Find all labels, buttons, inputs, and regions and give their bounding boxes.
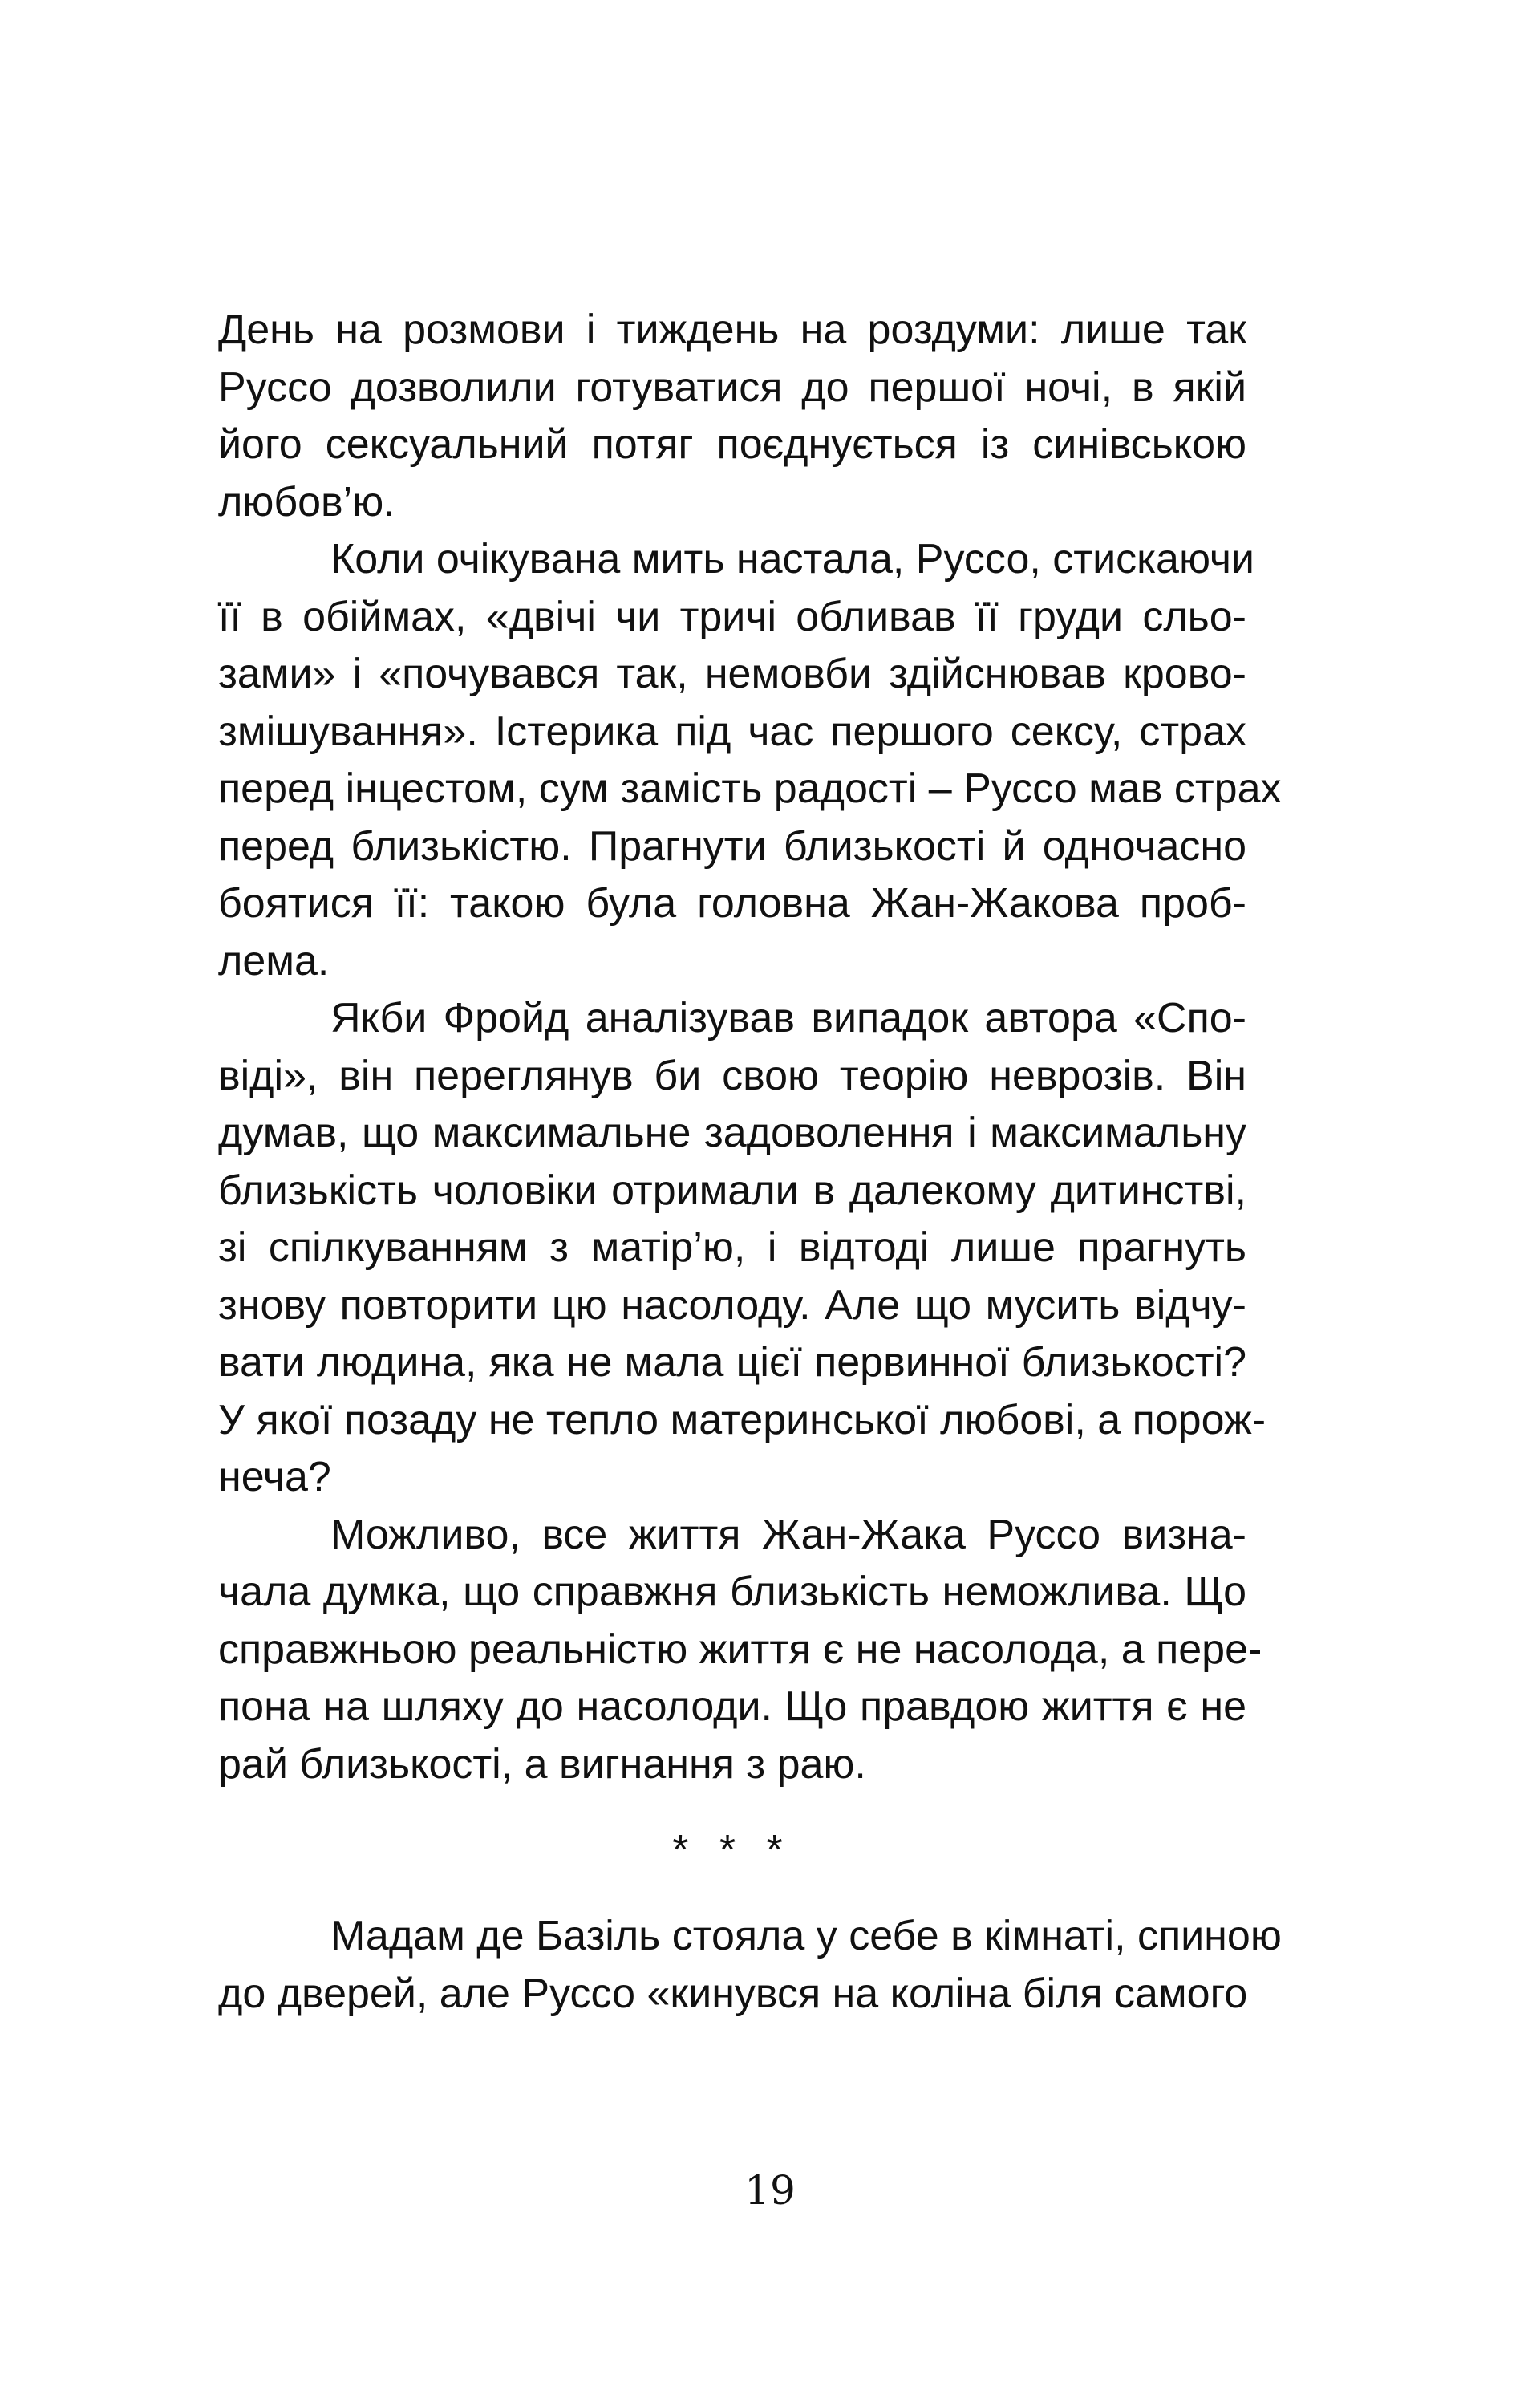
text-line: У якої позаду не тепло материнської любові, а порож- [218, 1396, 1266, 1443]
text-line: боятися її: такою була головна Жан-Жакова проб- [218, 880, 1246, 927]
text-line: перед інцестом, сум замість радості – Руссо мав страх [218, 765, 1282, 812]
paragraph-first-line: Мадам де Базіль стояла у себе в кімнаті, спиною [330, 1913, 1282, 1959]
text-line: рай близькості, а вигнання з раю. [218, 1740, 866, 1788]
text-line: її в обіймах, «двічі чи тричі обливав її груди сльо- [218, 593, 1246, 640]
paragraph-first-line: Якби Фройд аналізував випадок автора «Спо- [330, 995, 1246, 1041]
text-line: зами» і «почувався так, немовби здійснював крово- [218, 651, 1246, 697]
paragraph-first-line: Можливо, все життя Жан-Жака Руссо визна- [330, 1511, 1246, 1558]
text-line: чала думка, що справжня близькість неможлива. Що [218, 1569, 1246, 1615]
text-line: пона на шляху до насолоди. Що правдою життя є не [218, 1683, 1246, 1730]
text-line: любов’ю. [218, 478, 395, 526]
text-line: до дверей, але Руссо «кинувся на коліна біля самого [218, 1970, 1248, 2017]
text-line: знову повторити цю насолоду. Але що мусить відчу- [218, 1281, 1246, 1329]
text-line: неча? [218, 1454, 331, 1500]
text-line: День на розмови і тиждень на роздуми: лише так [218, 306, 1246, 353]
text-line: лема. [218, 937, 330, 984]
text-line: перед близькістю. Прагнути близькості й одночасно [218, 822, 1246, 870]
text-line: віді», він переглянув би свою теорію неврозів. Він [218, 1052, 1246, 1099]
text-line: його сексуальний потяг поєднується із синівською [218, 421, 1246, 468]
text-line: Руссо дозволили готуватися до першої ночі, в якій [218, 363, 1246, 411]
text-line: думав, що максимальне задоволення і максимальну [218, 1110, 1246, 1156]
text-line: близькість чоловіки отримали в далекому дитинстві, [218, 1167, 1246, 1214]
text-line: змішування». Істерика під час першого сексу, страх [218, 708, 1246, 755]
text-line: справжньою реальністю життя є не насолода, а пере- [218, 1626, 1262, 1673]
text-line: вати людина, яка не мала цієї первинної близькості? [218, 1339, 1246, 1386]
section-separator: * * * [672, 1827, 792, 1873]
text-line: зі спілкуванням з матір’ю, і відтоді лише прагнуть [218, 1224, 1246, 1271]
paragraph-first-line: Коли очікувана мить настала, Руссо, стискаючи [330, 536, 1254, 582]
page-number: 19 [744, 2167, 796, 2214]
body-text [218, 302, 1282, 2023]
